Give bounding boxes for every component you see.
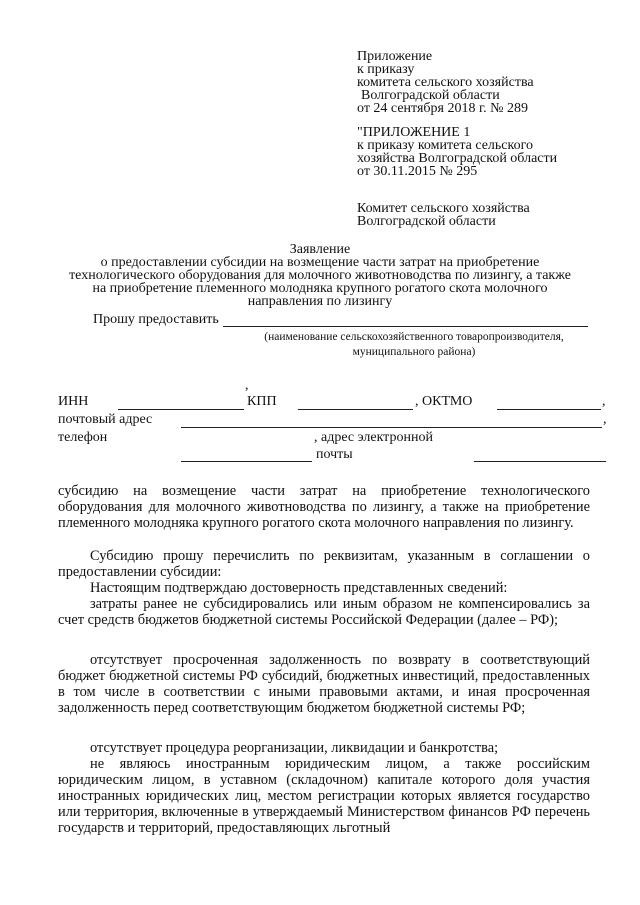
email-label-1: , адрес электронной [314, 430, 433, 445]
annex-line-4: Волгоградской области [361, 88, 500, 103]
title-line-4: направления по лизингу [247, 294, 393, 309]
paragraph-bank-details: Субсидию прошу перечислить по реквизитам, указанным в соглашении о предоставлении субсидии: [58, 548, 590, 581]
postal-address-field[interactable] [181, 427, 602, 428]
oktmo-field[interactable] [497, 409, 601, 410]
title-line-3: на приобретение племенного молодняка крупного рогатого скота молочного [92, 281, 548, 296]
line-end-comma: , [602, 394, 606, 409]
paragraph-not-foreign-entity: не являюсь иностранным юридическим лицом, а также российским юридическим лицом, в уставном (складочном) капитале которого доля участия иностранных юридических лиц, местом регистрации которых является государство или территория, включенные в утверждаемый Министерством финансов РФ перечень государств и территорий, предоставляющих льготный [58, 756, 590, 837]
paragraph-no-reorganization: отсутствует процедура реорганизации, ликвидации и банкротства; [90, 740, 499, 756]
phone-field[interactable] [181, 461, 312, 462]
oktmo-label: , ОКТМО [415, 394, 473, 409]
title-line-1: о предоставлении субсидии на возмещение части затрат на приобретение [100, 255, 540, 270]
kpp-field[interactable] [298, 409, 413, 410]
annex-line-3: комитета сельского хозяйства [357, 75, 534, 90]
annex-line-1: Приложение [357, 49, 433, 64]
paragraph-no-overdue-debt: отсутствует просроченная задолженность по возврату в соответствующий бюджет бюджетной системы РФ субсидий, бюджетных инвестиций, предоставленных в том числе в соответствии с иными правовыми актами, и иная просроченная задолженность перед соответствующим бюджетом бюджетной системы РФ; [58, 652, 590, 717]
request-label: Прошу предоставить [93, 312, 219, 327]
postal-address-label: почтовый адрес [58, 412, 153, 427]
annex-old-line-4: от 30.11.2015 № 295 [357, 164, 478, 179]
applicant-hint-2: муниципального района) [352, 346, 476, 358]
document-title: Заявление [289, 242, 351, 257]
applicant-name-field[interactable] [223, 326, 588, 327]
comma-separator: , [245, 378, 249, 393]
paragraph-confirmation: Настоящим подтверждаю достоверность представленных сведений: [90, 580, 508, 596]
addressee-line-1: Комитет сельского хозяйства [357, 201, 530, 216]
postal-comma: , [603, 412, 607, 427]
inn-label: ИНН [58, 394, 89, 409]
addressee-line-2: Волгоградской области [357, 214, 496, 229]
paragraph-costs-not-subsidized: затраты ранее не субсидировались или иным образом не компенсировались за счет средств бюджетов бюджетной системы Российской Федерации (далее – РФ); [58, 596, 590, 629]
applicant-hint-1: (наименование сельскохозяйственного товаропроизводителя, [264, 331, 564, 343]
annex-old-line-3: хозяйства Волгоградской области [357, 151, 558, 166]
email-field[interactable] [474, 461, 606, 462]
annex-line-5: от 24 сентября 2018 г. № 289 [357, 101, 528, 116]
email-label-2: почты [316, 447, 353, 462]
kpp-label: КПП [247, 394, 277, 409]
annex-old-line-2: к приказу комитета сельского [357, 138, 534, 153]
paragraph-subsidy-purpose: субсидию на возмещение части затрат на приобретение технологического оборудования для молочного животноводства по лизингу, а также на приобретение племенного молодняка крупного рогатого скота молочного направления по лизингу. [58, 483, 590, 532]
phone-label: телефон [58, 430, 108, 445]
annex-old-line-1: "ПРИЛОЖЕНИЕ 1 [357, 125, 471, 140]
inn-field[interactable] [118, 409, 244, 410]
title-line-2: технологического оборудования для молочного животноводства по лизингу, а также [69, 268, 571, 283]
annex-line-2: к приказу [357, 62, 415, 77]
